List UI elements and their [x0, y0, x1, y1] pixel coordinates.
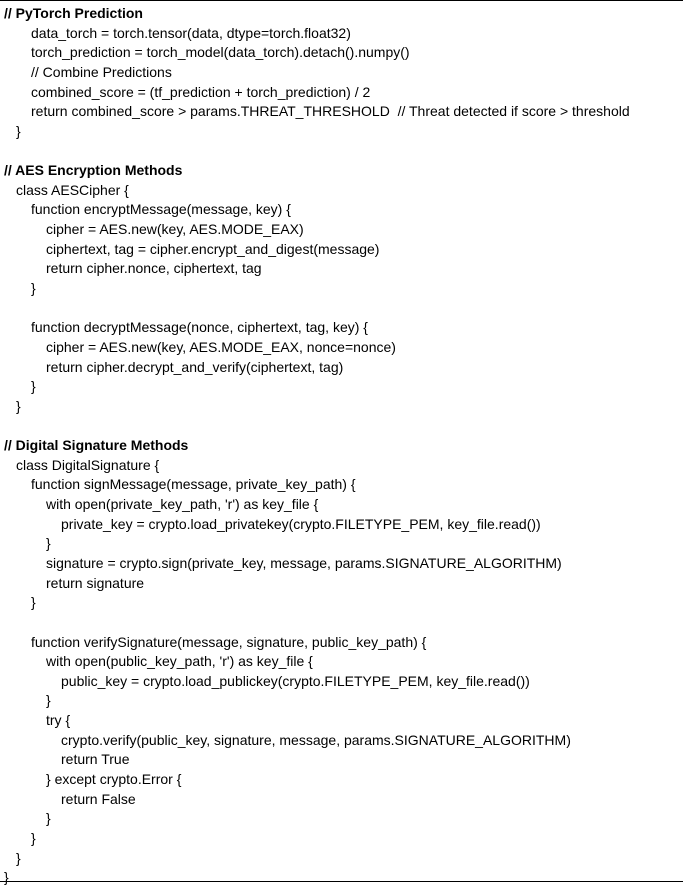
code-line: torch_prediction = torch_model(data_torch).detach().numpy(): [31, 44, 410, 61]
code-line: }: [46, 692, 51, 709]
code-line: [0, 416, 683, 436]
code-line: class DigitalSignature {: [16, 456, 160, 473]
code-line: private_key = crypto.load_privatekey(crypto.FILETYPE_PEM, key_file.read()): [61, 515, 541, 532]
code-line: }: [46, 535, 51, 552]
code-line: function decryptMessage(nonce, ciphertext, tag, key) {: [31, 319, 368, 336]
code-line: with open(public_key_path, 'r') as key_file {: [46, 653, 313, 670]
code-line: }: [46, 810, 51, 827]
section-heading: // PyTorch Prediction: [4, 5, 143, 21]
code-line: }: [31, 594, 36, 611]
code-line: public_key = crypto.load_publickey(crypto.FILETYPE_PEM, key_file.read()): [61, 672, 530, 689]
code-line: [0, 299, 683, 319]
code-line: return cipher.nonce, ciphertext, tag: [46, 260, 262, 277]
code-line: [0, 613, 683, 633]
code-line: }: [31, 829, 36, 846]
code-line: }: [16, 397, 21, 414]
code-line: }: [4, 869, 9, 886]
code-line: data_torch = torch.tensor(data, dtype=torch.float32): [31, 24, 351, 41]
code-line: combined_score = (tf_prediction + torch_prediction) / 2: [31, 83, 371, 100]
code-line: crypto.verify(public_key, signature, message, params.SIGNATURE_ALGORITHM): [61, 731, 571, 748]
code-line: return False: [61, 790, 136, 807]
code-line: try {: [46, 712, 71, 729]
code-line: cipher = AES.new(key, AES.MODE_EAX): [46, 221, 304, 238]
code-line: ciphertext, tag = cipher.encrypt_and_digest(message): [46, 240, 380, 257]
section-heading: // Digital Signature Methods: [4, 437, 189, 454]
code-line: }: [16, 122, 21, 139]
code-line: signature = crypto.sign(private_key, message, params.SIGNATURE_ALGORITHM): [46, 554, 562, 571]
code-line: }: [16, 849, 21, 866]
code-line: return True: [61, 751, 130, 768]
code-line: } except crypto.Error {: [46, 770, 182, 787]
code-line: function encryptMessage(message, key) {: [31, 201, 291, 218]
code-line: function verifySignature(message, signature, public_key_path) {: [31, 633, 427, 650]
code-line: cipher = AES.new(key, AES.MODE_EAX, nonce=nonce): [46, 338, 396, 355]
code-line: [0, 141, 683, 161]
code-line: // Combine Predictions: [31, 63, 172, 80]
code-line: function signMessage(message, private_key_path) {: [31, 476, 356, 493]
code-line: with open(private_key_path, 'r') as key_file {: [46, 496, 319, 513]
code-line: class AESCipher {: [16, 181, 129, 198]
section-heading: // AES Encryption Methods: [4, 162, 183, 179]
code-listing: [0, 4, 683, 888]
code-line: }: [31, 279, 36, 296]
code-line: return cipher.decrypt_and_verify(ciphertext, tag): [46, 358, 344, 375]
code-line: return combined_score > params.THREAT_THRESHOLD // Threat detected if score > threshold: [31, 103, 630, 120]
code-line: return signature: [46, 574, 145, 591]
code-line: }: [31, 378, 36, 395]
